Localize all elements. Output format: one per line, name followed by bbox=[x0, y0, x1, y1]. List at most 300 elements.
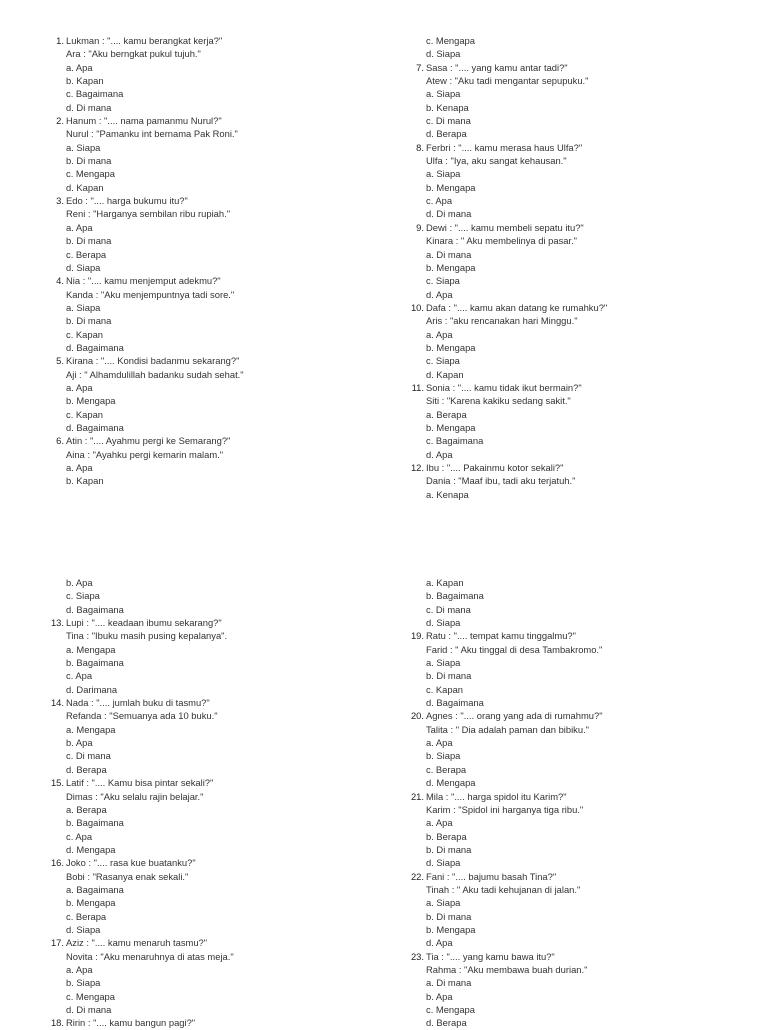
line-text: d. Darimana bbox=[66, 683, 118, 695]
question-number: 13. bbox=[50, 617, 64, 629]
line-text: d. Siapa bbox=[426, 857, 461, 869]
answer-option bbox=[48, 990, 234, 1003]
answer-option bbox=[408, 763, 603, 776]
line-text: a. Kenapa bbox=[426, 488, 469, 500]
line-text: c. Apa bbox=[66, 830, 93, 842]
line-text: a. Siapa bbox=[426, 657, 461, 669]
line-text: Hanum : ".... nama pamanmu Nurul?" bbox=[66, 115, 222, 127]
answer-option bbox=[48, 749, 234, 762]
answer-option bbox=[48, 181, 244, 194]
line-text: Lupi : ".... keadaan ibumu sekarang?" bbox=[66, 617, 222, 629]
line-text: Mila : ".... harga spidol itu Karim?" bbox=[426, 790, 567, 802]
answer-option bbox=[48, 221, 244, 234]
question-number: 15. bbox=[50, 777, 64, 789]
line-text: d. Bagaimana bbox=[66, 603, 124, 615]
line-text: c. Di mana bbox=[426, 603, 471, 615]
line-text: d. Siapa bbox=[66, 923, 101, 935]
line-text: Ara : "Aku berngkat pukul tujuh." bbox=[66, 48, 201, 60]
answer-option bbox=[48, 816, 234, 829]
dialogue-line bbox=[408, 723, 603, 736]
answer-option bbox=[48, 669, 234, 682]
line-text: a. Apa bbox=[66, 462, 93, 473]
line-text: Joko : ".... rasa kue buatanku?" bbox=[66, 857, 196, 869]
question-line bbox=[48, 776, 234, 789]
line-text: b. Di mana bbox=[426, 910, 472, 922]
dialogue-line bbox=[48, 709, 234, 722]
answer-option bbox=[408, 207, 607, 220]
answer-option bbox=[48, 643, 234, 656]
question-line bbox=[48, 696, 234, 709]
question-line bbox=[408, 709, 603, 722]
answer-option bbox=[408, 488, 607, 501]
question-number: 4. bbox=[56, 275, 64, 287]
line-text: Kirana : ".... Kondisi badanmu sekarang?" bbox=[66, 355, 240, 367]
line-text: d. Apa bbox=[426, 288, 453, 300]
line-text: a. Mengapa bbox=[66, 643, 116, 655]
answer-option bbox=[408, 603, 603, 616]
question-number: 23. bbox=[410, 950, 424, 962]
answer-option bbox=[408, 114, 607, 127]
question-line bbox=[408, 461, 607, 474]
line-text: c. Bagaimana bbox=[426, 435, 484, 447]
answer-option bbox=[408, 341, 607, 354]
answer-option bbox=[48, 683, 234, 696]
line-text: b. Mengapa bbox=[66, 395, 116, 407]
line-text: Aji : " Alhamdulillah badanku sudah sehat." bbox=[66, 368, 244, 380]
answer-option bbox=[48, 883, 234, 896]
answer-option bbox=[48, 736, 234, 749]
question-line bbox=[48, 114, 244, 127]
answer-option bbox=[408, 274, 607, 287]
line-text: c. Berapa bbox=[66, 248, 107, 260]
answer-option bbox=[408, 87, 607, 100]
answer-option bbox=[408, 448, 607, 461]
dialogue-line bbox=[408, 234, 607, 247]
line-text: b. Di mana bbox=[426, 843, 472, 855]
line-text: c. Berapa bbox=[426, 763, 467, 775]
answer-option bbox=[48, 248, 244, 261]
dialogue-line bbox=[408, 474, 607, 487]
line-text: Dania : "Maaf ibu, tadi aku terjatuh." bbox=[426, 475, 576, 487]
answer-option bbox=[48, 154, 244, 167]
answer-option bbox=[408, 1003, 603, 1016]
line-text: Kinara : " Aku membelinya di pasar." bbox=[426, 235, 578, 247]
answer-option bbox=[48, 314, 244, 327]
line-text: d. Bagaimana bbox=[66, 421, 124, 433]
question-line bbox=[48, 1016, 234, 1029]
answer-option bbox=[408, 408, 607, 421]
line-text: Aziz : ".... kamu menaruh tasmu?" bbox=[66, 937, 208, 949]
line-text: a. Bagaimana bbox=[66, 883, 124, 895]
line-text: Ririn : ".... kamu bangun pagi?" bbox=[66, 1017, 196, 1029]
line-text: c. Kapan bbox=[426, 683, 464, 695]
answer-option bbox=[48, 141, 244, 154]
answer-option bbox=[48, 394, 244, 407]
answer-option bbox=[408, 181, 607, 194]
question-line bbox=[408, 381, 607, 394]
line-text: c. Apa bbox=[426, 195, 453, 207]
line-text: c. Berapa bbox=[66, 910, 107, 922]
dialogue-line bbox=[408, 154, 607, 167]
line-text: a. Di mana bbox=[426, 248, 472, 260]
answer-option bbox=[48, 341, 244, 354]
dialogue-line bbox=[48, 288, 244, 301]
question-number: 5. bbox=[56, 355, 64, 367]
answer-option bbox=[48, 656, 234, 669]
line-text: Nurul : "Pamanku int bernama Pak Roni." bbox=[66, 128, 238, 140]
line-text: d. Apa bbox=[426, 937, 453, 949]
question-number: 10. bbox=[410, 301, 424, 313]
line-text: Tina : "Ibuku masih pusing kepalanya". bbox=[66, 630, 228, 642]
question-number: 22. bbox=[410, 870, 424, 882]
line-text: Fani : ".... bajumu basah Tina?" bbox=[426, 870, 557, 882]
question-line bbox=[408, 141, 607, 154]
dialogue-line bbox=[48, 207, 244, 220]
line-text: c. Kapan bbox=[66, 408, 104, 420]
line-text: Farid : " Aku tinggal di desa Tambakromo." bbox=[426, 643, 603, 655]
line-text: d. Berapa bbox=[426, 1017, 467, 1029]
answer-option bbox=[48, 101, 244, 114]
line-text: d. Di mana bbox=[426, 208, 472, 220]
line-text: a. Di mana bbox=[426, 977, 472, 989]
line-text: Dimas : "Aku selalu rajin belajar." bbox=[66, 790, 204, 802]
line-text: a. Siapa bbox=[426, 88, 461, 100]
line-text: d. Berapa bbox=[426, 128, 467, 140]
answer-option bbox=[48, 589, 234, 602]
dialogue-line bbox=[408, 803, 603, 816]
line-text: c. Bagaimana bbox=[66, 88, 124, 100]
answer-option bbox=[408, 261, 607, 274]
line-text: d. Kapan bbox=[66, 181, 104, 193]
answer-option bbox=[48, 830, 234, 843]
question-number: 12. bbox=[410, 462, 424, 473]
answer-option bbox=[408, 736, 603, 749]
dialogue-line bbox=[48, 127, 244, 140]
line-text: Dafa : ".... kamu akan datang ke rumahku?" bbox=[426, 301, 608, 313]
answer-option bbox=[48, 803, 234, 816]
answer-option bbox=[48, 87, 244, 100]
answer-option bbox=[408, 923, 603, 936]
line-text: b. Di mana bbox=[66, 315, 112, 327]
answer-option bbox=[408, 696, 603, 709]
answer-option bbox=[408, 669, 603, 682]
answer-option bbox=[408, 589, 603, 602]
line-text: b. Mengapa bbox=[426, 341, 476, 353]
question-number: 11. bbox=[411, 381, 424, 393]
answer-option bbox=[48, 963, 234, 976]
line-text: Lukman : ".... kamu berangkat kerja?" bbox=[66, 35, 223, 46]
answer-option bbox=[408, 990, 603, 1003]
line-text: Tinah : " Aku tadi kehujanan di jalan." bbox=[426, 883, 581, 895]
dialogue-line bbox=[48, 790, 234, 803]
answer-option bbox=[408, 34, 607, 47]
line-text: c. Kapan bbox=[66, 328, 104, 340]
line-text: c. Di mana bbox=[426, 115, 471, 127]
question-line bbox=[408, 790, 603, 803]
question-number: 14. bbox=[50, 697, 64, 709]
answer-option bbox=[48, 61, 244, 74]
answer-option bbox=[48, 923, 234, 936]
answer-option bbox=[408, 976, 603, 989]
line-text: Dewi : ".... kamu membeli sepatu itu?" bbox=[426, 221, 584, 233]
line-text: d. Di mana bbox=[66, 1004, 112, 1015]
line-text: a. Siapa bbox=[66, 301, 101, 313]
answer-option bbox=[408, 616, 603, 629]
line-text: Reni : "Harganya sembilan ribu rupiah." bbox=[66, 208, 231, 220]
line-text: b. Kenapa bbox=[426, 101, 469, 113]
line-text: b. Mengapa bbox=[426, 923, 476, 935]
dialogue-line bbox=[48, 950, 234, 963]
line-text: a. Siapa bbox=[66, 141, 101, 153]
line-text: b. Siapa bbox=[66, 977, 101, 989]
line-text: d. Siapa bbox=[426, 48, 461, 60]
line-text: b. Siapa bbox=[426, 750, 461, 762]
line-text: d. Mengapa bbox=[426, 777, 476, 789]
answer-option bbox=[408, 910, 603, 923]
answer-option bbox=[48, 896, 234, 909]
line-text: a. Siapa bbox=[426, 168, 461, 180]
line-text: a. Berapa bbox=[66, 803, 107, 815]
line-text: Agnes : ".... orang yang ada di rumahmu?" bbox=[426, 710, 603, 722]
answer-option bbox=[48, 234, 244, 247]
line-text: c. Mengapa bbox=[426, 1004, 475, 1015]
line-text: Rahma : "Aku membawa buah durian." bbox=[426, 963, 588, 975]
line-text: c. Mengapa bbox=[426, 35, 475, 46]
question-number: 17. bbox=[50, 937, 64, 949]
line-text: Atin : ".... Ayahmu pergi ke Semarang?" bbox=[66, 435, 231, 447]
answer-option bbox=[48, 261, 244, 274]
line-text: c. Apa bbox=[66, 670, 93, 682]
answer-option bbox=[48, 74, 244, 87]
line-text: b. Apa bbox=[66, 737, 93, 749]
dialogue-line bbox=[48, 368, 244, 381]
line-text: b. Di mana bbox=[426, 670, 472, 682]
line-text: Edo : ".... harga bukumu itu?" bbox=[66, 195, 188, 207]
line-text: b. Apa bbox=[426, 990, 453, 1002]
line-text: c. Mengapa bbox=[66, 990, 115, 1002]
dialogue-line bbox=[408, 314, 607, 327]
line-text: c. Siapa bbox=[66, 590, 100, 602]
question-number: 2. bbox=[56, 115, 64, 127]
answer-option bbox=[48, 301, 244, 314]
line-text: Novita : "Aku menaruhnya di atas meja." bbox=[66, 950, 234, 962]
question-line bbox=[48, 434, 244, 447]
answer-option bbox=[408, 816, 603, 829]
answer-option bbox=[48, 843, 234, 856]
line-text: d. Siapa bbox=[66, 261, 101, 273]
question-number: 20. bbox=[410, 710, 424, 722]
line-text: a. Kapan bbox=[426, 577, 464, 588]
answer-option bbox=[408, 288, 607, 301]
dialogue-line bbox=[408, 643, 603, 656]
answer-option bbox=[408, 354, 607, 367]
answer-option bbox=[48, 408, 244, 421]
dialogue-line bbox=[408, 963, 603, 976]
answer-option bbox=[408, 47, 607, 60]
question-line bbox=[48, 354, 244, 367]
question-line bbox=[408, 950, 603, 963]
question-line bbox=[408, 221, 607, 234]
question-line bbox=[48, 194, 244, 207]
answer-option bbox=[48, 763, 234, 776]
answer-option bbox=[48, 421, 244, 434]
answer-option bbox=[408, 1016, 603, 1029]
line-text: b. Mengapa bbox=[426, 421, 476, 433]
line-text: d. Berapa bbox=[66, 763, 107, 775]
answer-option bbox=[408, 749, 603, 762]
line-text: d. Apa bbox=[426, 448, 453, 460]
line-text: Ferbri : ".... kamu merasa haus Ulfa?" bbox=[426, 141, 583, 153]
line-text: a. Apa bbox=[66, 221, 93, 233]
line-text: b. Bagaimana bbox=[66, 657, 124, 669]
answer-option bbox=[408, 656, 603, 669]
question-number: 7. bbox=[416, 61, 424, 73]
answer-option bbox=[408, 896, 603, 909]
line-text: a. Apa bbox=[426, 328, 453, 340]
line-text: d. Bagaimana bbox=[426, 697, 484, 709]
line-text: a. Apa bbox=[426, 737, 453, 749]
bottom-right-column bbox=[408, 576, 603, 1030]
line-text: b. Mengapa bbox=[66, 897, 116, 909]
line-text: c. Siapa bbox=[426, 275, 460, 287]
line-text: c. Siapa bbox=[426, 355, 460, 367]
line-text: b. Bagaimana bbox=[66, 817, 124, 829]
answer-option bbox=[48, 474, 244, 487]
answer-option bbox=[408, 830, 603, 843]
line-text: Tia : ".... yang kamu bawa itu?" bbox=[426, 950, 555, 962]
line-text: a. Mengapa bbox=[66, 723, 116, 735]
line-text: Karim : "Spidol ini harganya tiga ribu." bbox=[426, 803, 584, 815]
answer-option bbox=[48, 723, 234, 736]
line-text: Sasa : ".... yang kamu antar tadi?" bbox=[426, 61, 568, 73]
dialogue-line bbox=[408, 394, 607, 407]
answer-option bbox=[408, 328, 607, 341]
line-text: b. Mengapa bbox=[426, 261, 476, 273]
question-number: 1. bbox=[56, 35, 64, 46]
line-text: b. Di mana bbox=[66, 235, 112, 247]
line-text: a. Siapa bbox=[426, 897, 461, 909]
answer-option bbox=[408, 843, 603, 856]
line-text: a. Apa bbox=[66, 61, 93, 73]
line-text: d. Di mana bbox=[66, 101, 112, 113]
bottom-left-column bbox=[48, 576, 234, 1030]
answer-option bbox=[48, 328, 244, 341]
line-text: d. Kapan bbox=[426, 368, 464, 380]
question-number: 3. bbox=[56, 195, 64, 207]
question-number: 19. bbox=[410, 630, 424, 642]
answer-option bbox=[408, 421, 607, 434]
line-text: a. Apa bbox=[426, 817, 453, 829]
line-text: Aris : "aku rencanakan hari Minggu." bbox=[426, 315, 578, 327]
answer-option bbox=[408, 248, 607, 261]
line-text: Ulfa : "Iya, aku sangat kehausan." bbox=[426, 155, 567, 167]
question-number: 6. bbox=[56, 435, 64, 447]
answer-option bbox=[408, 127, 607, 140]
question-line bbox=[48, 616, 234, 629]
answer-option bbox=[408, 683, 603, 696]
answer-option bbox=[48, 576, 234, 589]
line-text: a. Apa bbox=[66, 963, 93, 975]
answer-option bbox=[48, 461, 244, 474]
line-text: Siti : "Karena kakiku sedang sakit." bbox=[426, 395, 571, 407]
line-text: b. Di mana bbox=[66, 155, 112, 167]
line-text: Ratu : ".... tempat kamu tinggalmu?" bbox=[426, 630, 576, 642]
answer-option bbox=[408, 776, 603, 789]
answer-option bbox=[408, 576, 603, 589]
answer-option bbox=[408, 936, 603, 949]
dialogue-line bbox=[48, 629, 234, 642]
line-text: Sonia : ".... kamu tidak ikut bermain?" bbox=[426, 381, 582, 393]
top-right-column bbox=[408, 34, 607, 501]
question-number: 18. bbox=[50, 1017, 64, 1029]
line-text: Aina : "Ayahku pergi kemarin malam." bbox=[66, 448, 224, 460]
line-text: c. Mengapa bbox=[66, 168, 115, 180]
dialogue-line bbox=[408, 74, 607, 87]
line-text: b. Berapa bbox=[426, 830, 467, 842]
answer-option bbox=[408, 194, 607, 207]
line-text: Refanda : "Semuanya ada 10 buku." bbox=[66, 710, 218, 722]
line-text: b. Apa bbox=[66, 577, 93, 588]
line-text: Bobi : "Rasanya enak sekali." bbox=[66, 870, 189, 882]
answer-option bbox=[408, 167, 607, 180]
line-text: a. Berapa bbox=[426, 408, 467, 420]
line-text: b. Mengapa bbox=[426, 181, 476, 193]
line-text: b. Bagaimana bbox=[426, 590, 484, 602]
answer-option bbox=[48, 167, 244, 180]
line-text: d. Siapa bbox=[426, 617, 461, 629]
question-number: 9. bbox=[416, 221, 424, 233]
answer-option bbox=[48, 1003, 234, 1016]
question-number: 16. bbox=[50, 857, 64, 869]
line-text: Nada : ".... jumlah buku di tasmu?" bbox=[66, 697, 210, 709]
question-line bbox=[48, 34, 244, 47]
dialogue-line bbox=[48, 448, 244, 461]
answer-option bbox=[408, 368, 607, 381]
line-text: a. Apa bbox=[66, 381, 93, 393]
question-line bbox=[408, 629, 603, 642]
answer-option bbox=[408, 101, 607, 114]
line-text: Latif : ".... Kamu bisa pintar sekali?" bbox=[66, 777, 214, 789]
line-text: Nia : ".... kamu menjemput adekmu?" bbox=[66, 275, 221, 287]
question-line bbox=[408, 301, 607, 314]
question-line bbox=[48, 274, 244, 287]
dialogue-line bbox=[48, 870, 234, 883]
line-text: Ibu : ".... Pakainmu kotor sekali?" bbox=[426, 462, 564, 473]
line-text: c. Di mana bbox=[66, 750, 111, 762]
dialogue-line bbox=[48, 47, 244, 60]
question-line bbox=[48, 856, 234, 869]
top-left-column bbox=[48, 34, 244, 488]
dialogue-line bbox=[408, 883, 603, 896]
question-line bbox=[408, 870, 603, 883]
answer-option bbox=[48, 603, 234, 616]
answer-option bbox=[48, 381, 244, 394]
line-text: Talita : " Dia adalah paman dan bibiku." bbox=[426, 723, 590, 735]
question-line bbox=[48, 936, 234, 949]
line-text: b. Kapan bbox=[66, 475, 104, 487]
answer-option bbox=[48, 976, 234, 989]
answer-option bbox=[48, 910, 234, 923]
line-text: d. Mengapa bbox=[66, 843, 116, 855]
question-number: 8. bbox=[416, 141, 424, 153]
answer-option bbox=[408, 434, 607, 447]
question-line bbox=[408, 61, 607, 74]
answer-option bbox=[408, 856, 603, 869]
line-text: d. Bagaimana bbox=[66, 341, 124, 353]
line-text: Atew : "Aku tadi mengantar sepupuku." bbox=[426, 75, 589, 87]
line-text: b. Kapan bbox=[66, 75, 104, 87]
question-number: 21. bbox=[410, 790, 424, 802]
